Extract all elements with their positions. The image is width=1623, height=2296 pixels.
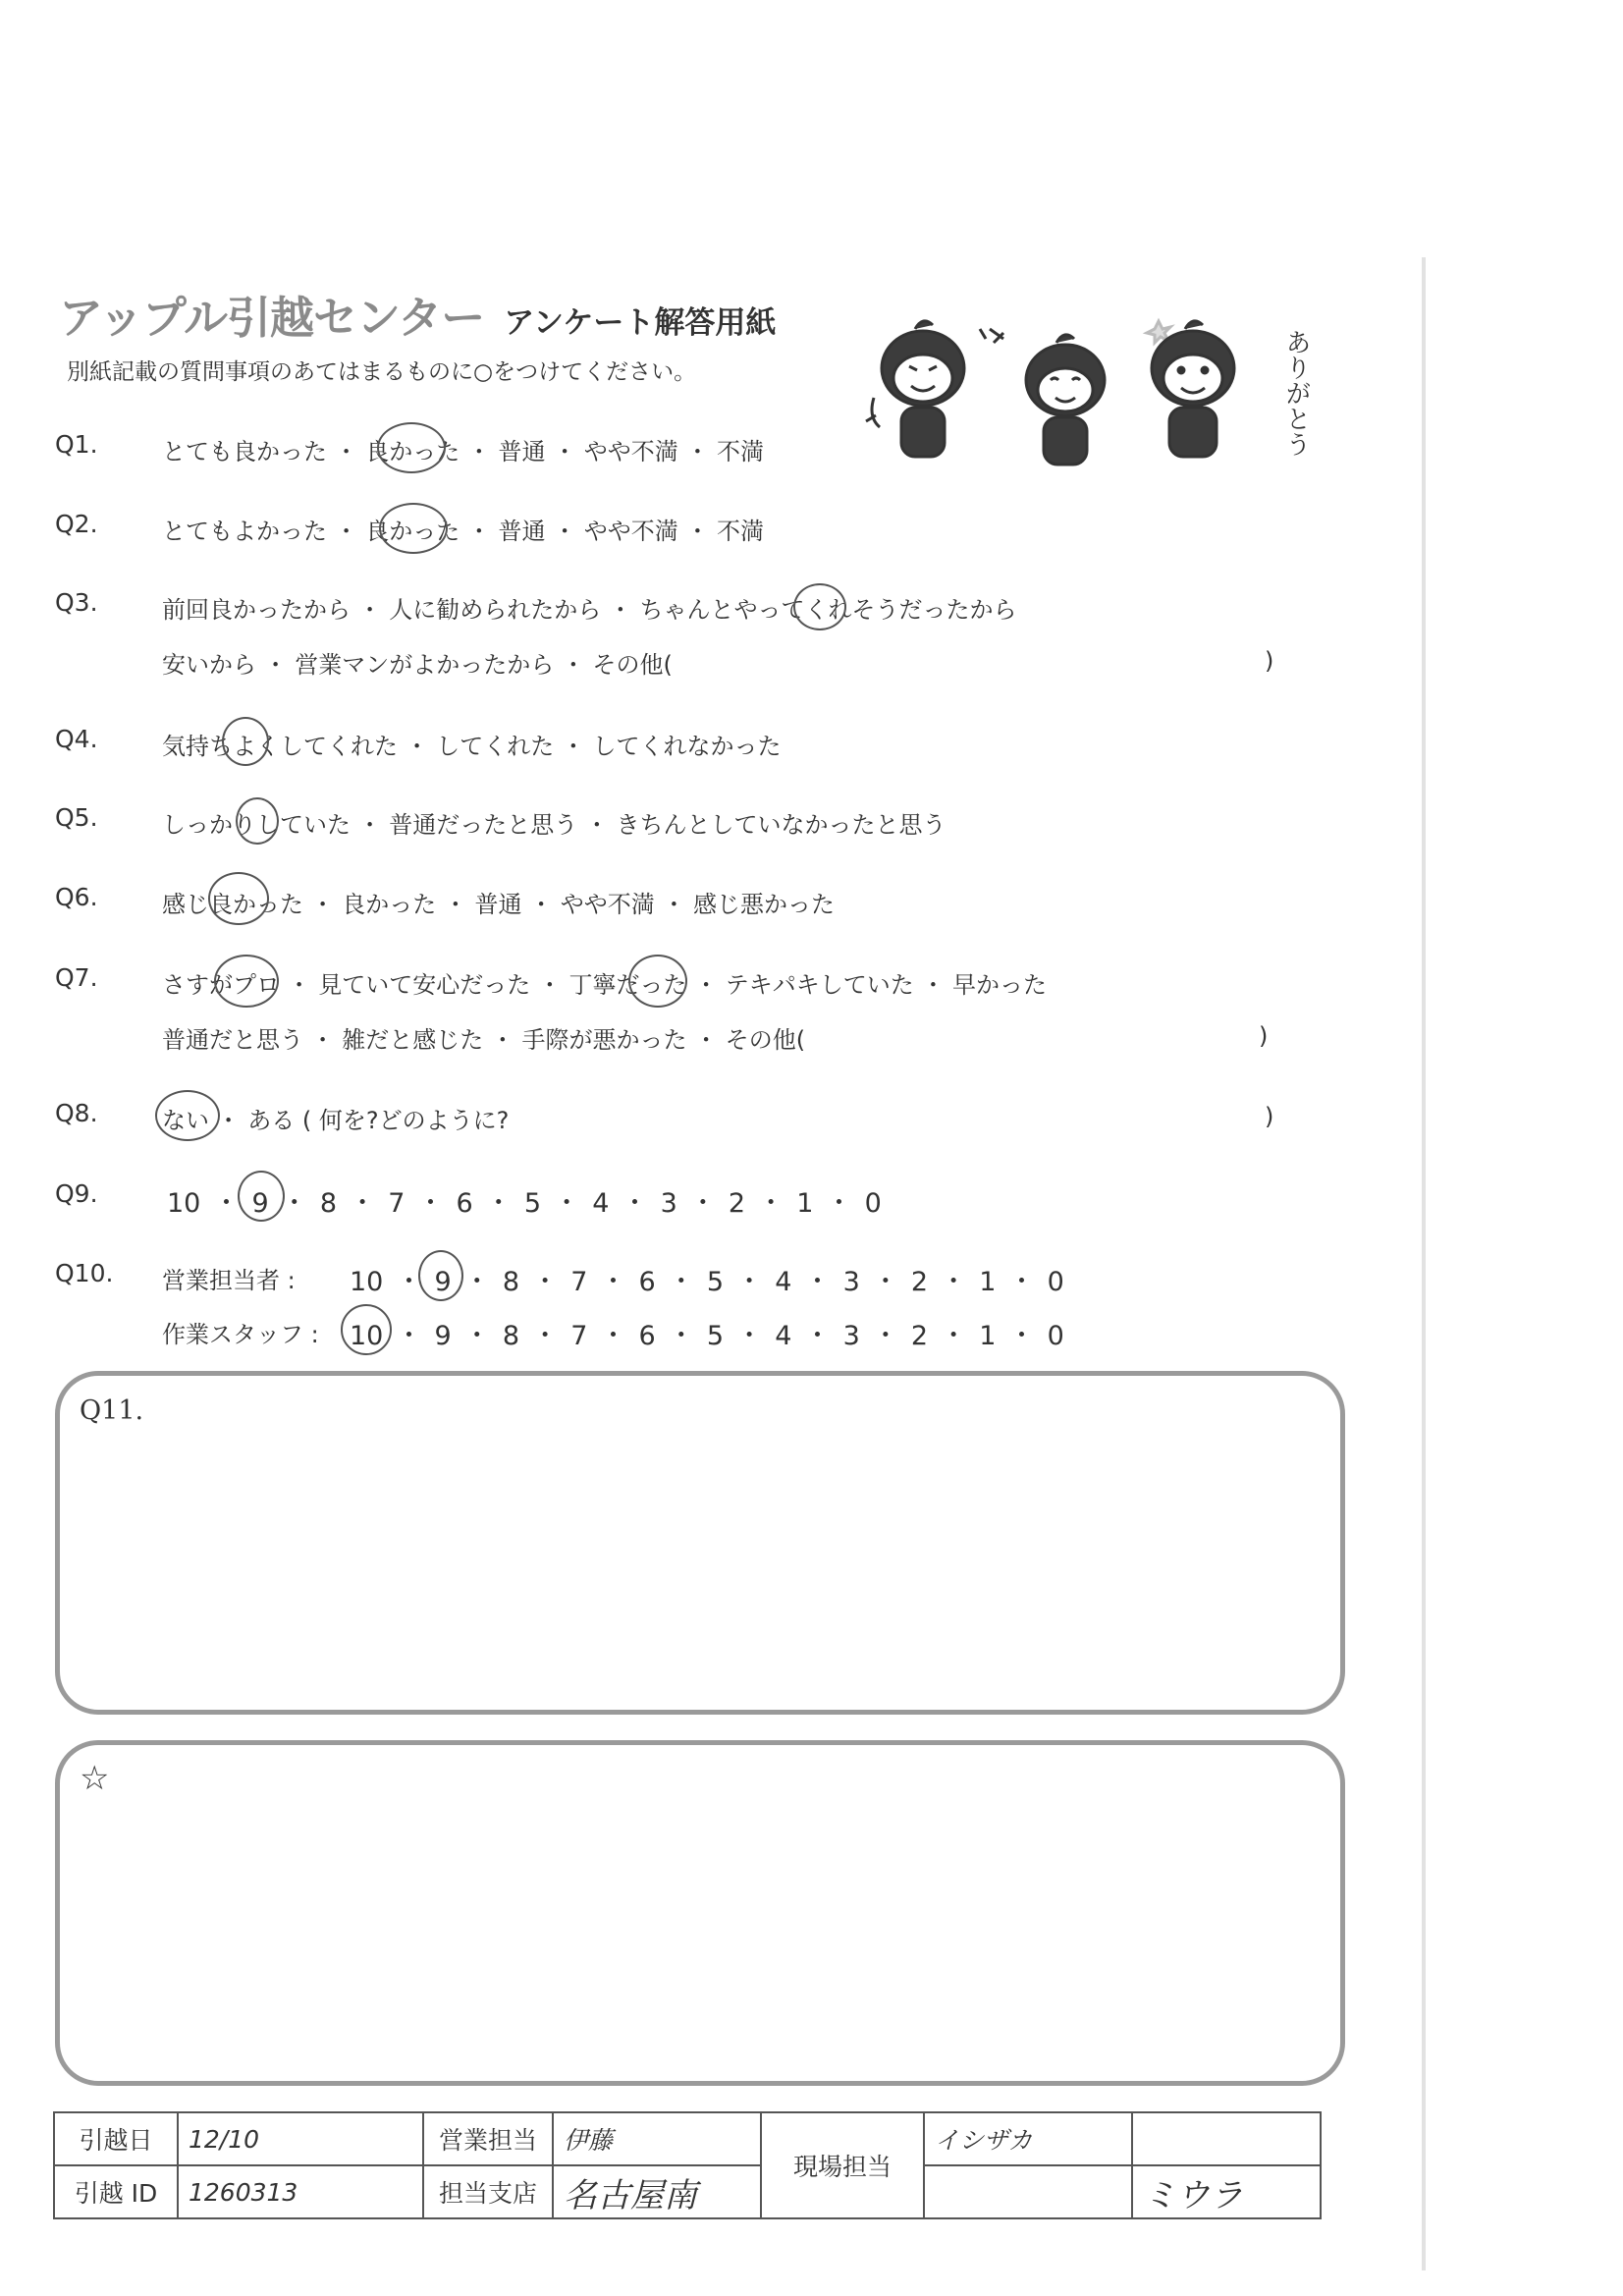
site-rep-value-2: ミウラ <box>1132 2165 1321 2218</box>
q4-number: Q4. <box>55 725 98 753</box>
move-id-value: 1260313 <box>178 2165 423 2218</box>
q3-answer-circle <box>793 583 846 630</box>
q7-number: Q7. <box>55 963 98 992</box>
q5-number: Q5. <box>55 803 98 832</box>
mascot-thanks-text: ありがとう <box>1281 329 1311 457</box>
q8-answer-circle <box>155 1090 220 1141</box>
q1-options: とても良かった ・ 良かった ・ 普通 ・ やや不満 ・ 不満 <box>162 438 765 465</box>
q4-options: 気持ちよくしてくれた ・ してくれた ・ してくれなかった <box>162 733 782 760</box>
brand-title: アップル引越センター <box>59 292 485 344</box>
q7-options-line2: 普通だと思う ・ 雑だと感じた ・ 手際が悪かった ・ その他( <box>162 1026 806 1054</box>
q10-sales-label: 営業担当者 : <box>162 1267 296 1294</box>
move-id-label: 引越 ID <box>54 2165 178 2218</box>
q9-scale: 10 ・ 9 ・ 8 ・ 7 ・ 6 ・ 5 ・ 4 ・ 3 ・ 2 ・ 1 ・ 0 <box>167 1188 882 1219</box>
q7-options-line1: さすがプロ ・ 見ていて安心だった ・ 丁寧だった ・ テキパキしていた ・ 早かった <box>162 971 1048 999</box>
q10-staff-scale: 10 ・ 9 ・ 8 ・ 7 ・ 6 ・ 5 ・ 4 ・ 3 ・ 2 ・ 1 ・ 0 <box>350 1321 1064 1351</box>
q8-options: ない ・ ある ( 何を?どのように? <box>162 1107 510 1134</box>
q11-comment-box[interactable] <box>55 1371 1345 1715</box>
mascot-left-icon <box>866 321 964 457</box>
q10-staff-answer-circle <box>341 1304 392 1355</box>
instruction-text: 別紙記載の質問事項のあてはまるものに○をつけてください。 <box>67 359 697 385</box>
sales-rep-label: 営業担当 <box>423 2112 553 2165</box>
q2-answer-circle <box>379 503 448 554</box>
q10-staff-label: 作業スタッフ : <box>162 1321 319 1348</box>
move-info-table <box>53 2111 1322 2219</box>
sales-rep-value: 伊藤 <box>553 2112 761 2165</box>
mascot-middle-icon <box>980 329 1105 465</box>
q10-sales-answer-circle <box>418 1250 463 1301</box>
q1-number: Q1. <box>55 430 98 459</box>
q8-other-close: ) <box>1265 1103 1274 1130</box>
q9-number: Q9. <box>55 1179 98 1208</box>
q5-options: しっかりしていた ・ 普通だったと思う ・ きちんとしていなかったと思う <box>162 811 947 839</box>
q3-number: Q3. <box>55 588 98 617</box>
branch-label: 担当支店 <box>423 2165 553 2218</box>
q6-options: 感じ良かった ・ 良かった ・ 普通 ・ やや不満 ・ 感じ悪かった <box>162 891 836 918</box>
free-comment-box[interactable] <box>55 1740 1345 2086</box>
q3-other-close: ) <box>1265 647 1274 675</box>
q8-number: Q8. <box>55 1099 98 1127</box>
mascot-right-icon <box>1147 321 1234 457</box>
q6-number: Q6. <box>55 883 98 911</box>
q2-options: とてもよかった ・ 良かった ・ 普通 ・ やや不満 ・ 不満 <box>162 518 765 545</box>
q7-other-close: ) <box>1259 1022 1269 1050</box>
q5-answer-circle <box>236 797 279 845</box>
branch-value: 名古屋南 <box>553 2165 761 2218</box>
q6-answer-circle <box>208 872 269 925</box>
q7-answer-circle-pro <box>214 955 279 1008</box>
site-rep-label: 現場担当 <box>761 2112 924 2218</box>
move-date-label: 引越日 <box>54 2112 178 2165</box>
q1-answer-circle <box>377 422 446 473</box>
q3-options-line2: 安いから ・ 営業マンがよかったから ・ その他( <box>162 651 673 679</box>
star-icon: ☆ <box>80 1759 110 1798</box>
sheet-title: アンケート解答用紙 <box>504 305 777 341</box>
q3-options-line1: 前回良かったから ・ 人に勧められたから ・ ちゃんとやってくれそうだったから <box>162 596 1017 624</box>
q2-number: Q2. <box>55 510 98 538</box>
q10-sales-scale: 10 ・ 9 ・ 8 ・ 7 ・ 6 ・ 5 ・ 4 ・ 3 ・ 2 ・ 1 ・ 0 <box>350 1267 1064 1297</box>
mascot-illustration <box>864 300 1325 476</box>
site-rep-value-1: イシザカ <box>924 2112 1132 2165</box>
q9-answer-circle <box>238 1171 285 1222</box>
page-edge-shadow <box>1422 257 1426 2270</box>
q11-label: Q11. <box>80 1395 144 1426</box>
q7-answer-circle-polite <box>628 955 687 1008</box>
header <box>59 287 776 346</box>
move-date-value: 12/10 <box>178 2112 423 2165</box>
site-rep-empty-cell <box>1132 2112 1321 2165</box>
q4-answer-circle <box>222 717 269 766</box>
site-rep-blank-cell <box>924 2165 1132 2218</box>
q10-number: Q10. <box>55 1259 114 1287</box>
